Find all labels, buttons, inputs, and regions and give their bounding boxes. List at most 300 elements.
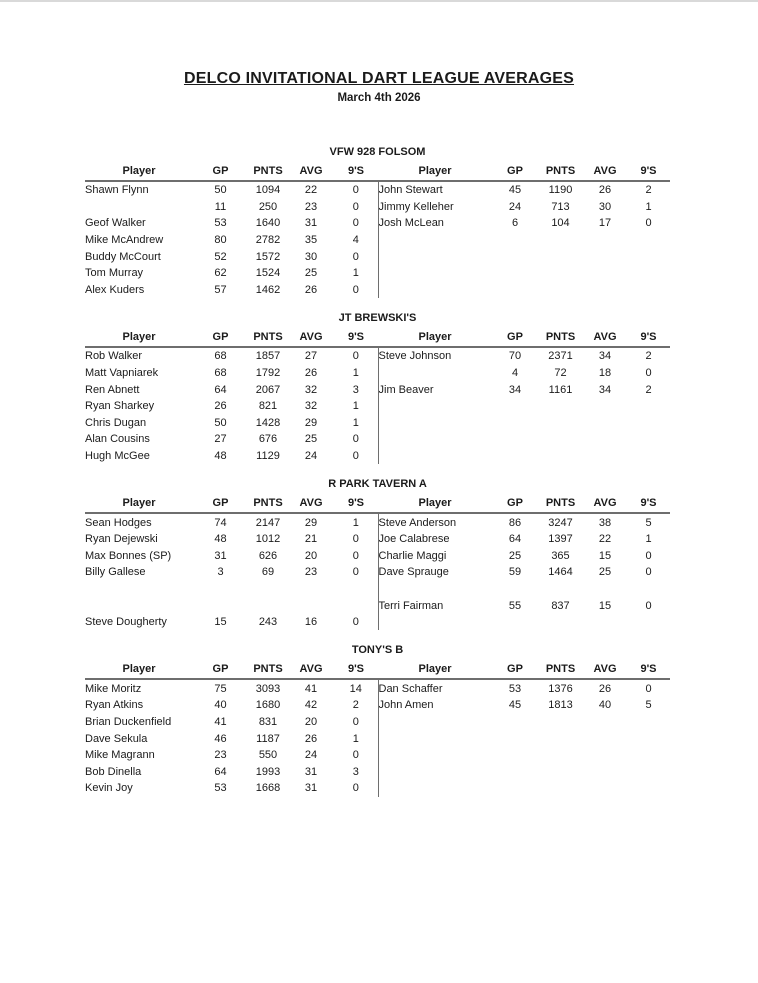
- stat-cell: 26: [598, 184, 612, 197]
- stat-cell: 1: [352, 367, 359, 380]
- stat-cell: 18: [598, 367, 612, 380]
- player-name-cell: Bob Dinella: [85, 765, 142, 778]
- table-row: [85, 581, 670, 598]
- player-name-cell: [85, 199, 193, 216]
- stat-cell: 5: [645, 516, 652, 529]
- stat-cell: [538, 763, 583, 780]
- stat-cell: 3: [352, 765, 359, 778]
- stat-cell: 20: [304, 549, 318, 562]
- stat-cell: [583, 282, 627, 299]
- player-name-cell: Joe Calabrese: [378, 531, 492, 548]
- player-name-cell: John Stewart: [378, 181, 492, 199]
- stat-cell: 3247: [548, 516, 573, 529]
- stat-cell: 24: [508, 200, 522, 213]
- stat-cell: 41: [214, 715, 227, 728]
- stat-cell: 59: [508, 566, 522, 579]
- table-row: [85, 232, 670, 249]
- stat-cell: [583, 232, 627, 249]
- table-row: [85, 780, 670, 797]
- stat-cell: 41: [304, 682, 318, 695]
- stat-cell: 5: [645, 699, 652, 712]
- stat-cell: 42: [304, 699, 318, 712]
- stat-cell: 15: [598, 549, 612, 562]
- stat-cell: 1428: [255, 416, 281, 429]
- stat-cell: [538, 714, 583, 731]
- stat-cell: 40: [214, 699, 227, 712]
- column-header-right-9s: 9'S: [627, 659, 670, 679]
- stat-cell: 53: [214, 217, 227, 230]
- stat-cell: 11: [214, 200, 227, 213]
- player-name-cell: Chris Dugan: [85, 416, 147, 429]
- stat-cell: 72: [554, 367, 567, 380]
- stat-cell: [627, 763, 670, 780]
- stat-cell: 1: [352, 732, 359, 745]
- player-name-cell: Mike Magrann: [85, 749, 155, 762]
- stat-cell: [583, 581, 627, 598]
- stat-cell: 0: [352, 549, 359, 562]
- stat-cell: 22: [598, 533, 612, 546]
- stat-cell: 14: [349, 682, 362, 695]
- stat-cell: [538, 398, 583, 415]
- stat-cell: 1792: [255, 367, 281, 380]
- stat-cell: 0: [645, 682, 652, 695]
- column-header-right-pnts: PNTS: [538, 493, 583, 513]
- stat-cell: 837: [551, 599, 570, 612]
- column-header-left-pnts: PNTS: [248, 659, 288, 679]
- stat-cell: 2371: [548, 350, 573, 363]
- player-name-cell: [378, 614, 492, 631]
- stat-cell: 64: [214, 765, 227, 778]
- table-row: [85, 381, 670, 398]
- table-row: [85, 415, 670, 432]
- table-row: [85, 763, 670, 780]
- player-name-cell: Alan Cousins: [85, 433, 150, 446]
- column-header-right-9s: 9'S: [627, 327, 670, 347]
- team-section-4: [85, 644, 670, 796]
- player-name-cell: [378, 265, 492, 282]
- column-header-left-player: Player: [85, 327, 193, 347]
- stat-cell: [248, 597, 288, 614]
- stat-cell: 1397: [548, 533, 573, 546]
- stat-cell: [583, 448, 627, 465]
- player-name-cell: [378, 763, 492, 780]
- stat-cell: 34: [508, 383, 522, 396]
- stat-cell: 2782: [255, 234, 281, 247]
- table-row: [85, 679, 670, 697]
- stat-cell: [583, 763, 627, 780]
- stat-cell: [627, 614, 670, 631]
- stat-cell: 6: [511, 217, 519, 230]
- player-name-cell: [378, 448, 492, 465]
- stat-cell: 0: [352, 217, 359, 230]
- header-row: [85, 493, 670, 513]
- stat-cell: [492, 730, 538, 747]
- column-header-left-gp: GP: [193, 161, 248, 181]
- column-header-left-gp: GP: [193, 493, 248, 513]
- column-header-left-9s: 9'S: [334, 659, 378, 679]
- sections-container: [85, 146, 670, 797]
- table-row: [85, 597, 670, 614]
- player-name-cell: Tom Murray: [85, 267, 144, 280]
- averages-table: [85, 659, 670, 796]
- stat-cell: 0: [352, 200, 359, 213]
- stat-cell: [492, 431, 538, 448]
- stat-cell: [492, 248, 538, 265]
- player-name-cell: Charlie Maggi: [378, 548, 492, 565]
- stat-cell: 250: [258, 200, 278, 213]
- table-row: [85, 614, 670, 631]
- stat-cell: [538, 581, 583, 598]
- stat-cell: 1640: [255, 217, 281, 230]
- column-header-right-9s: 9'S: [627, 161, 670, 181]
- stat-cell: 25: [304, 267, 318, 280]
- stat-cell: 2: [645, 184, 652, 197]
- player-name-cell: Hugh McGee: [85, 450, 150, 463]
- table-row: [85, 730, 670, 747]
- stat-cell: 1857: [255, 350, 281, 363]
- player-name-cell: [378, 780, 492, 797]
- column-header-left-pnts: PNTS: [248, 327, 288, 347]
- stat-cell: 27: [214, 433, 227, 446]
- stat-cell: 0: [352, 350, 359, 363]
- team-name: JT BREWSKI'S: [338, 312, 417, 325]
- stat-cell: 24: [304, 749, 318, 762]
- player-name-cell: [378, 714, 492, 731]
- stat-cell: 26: [304, 732, 318, 745]
- stat-cell: [627, 248, 670, 265]
- stat-cell: 2: [352, 699, 359, 712]
- player-name-cell: [378, 365, 492, 382]
- stat-cell: [583, 747, 627, 764]
- stat-cell: 3: [352, 383, 359, 396]
- column-header-right-player: Player: [378, 659, 492, 679]
- stat-cell: 68: [214, 367, 227, 380]
- stat-cell: 0: [645, 566, 652, 579]
- stat-cell: [492, 581, 538, 598]
- player-name-cell: Steve Dougherty: [85, 616, 167, 629]
- stat-cell: [538, 780, 583, 797]
- page-date: March 4th 2026: [337, 92, 421, 104]
- player-name-cell: Jim Beaver: [378, 381, 492, 398]
- stat-cell: 34: [598, 383, 612, 396]
- stat-cell: 22: [304, 184, 318, 197]
- stat-cell: 0: [352, 782, 359, 795]
- stat-cell: 0: [352, 450, 359, 463]
- stat-cell: 1187: [256, 732, 280, 745]
- stat-cell: 31: [304, 782, 318, 795]
- stat-cell: [538, 248, 583, 265]
- column-header-right-player: Player: [378, 327, 492, 347]
- stat-cell: 0: [645, 367, 652, 380]
- player-name-cell: Max Bonnes (SP): [85, 549, 172, 562]
- stat-cell: 0: [352, 250, 359, 263]
- stat-cell: 29: [304, 516, 318, 529]
- stat-cell: 17: [598, 217, 612, 230]
- stat-cell: 1012: [255, 533, 281, 546]
- stat-cell: 32: [304, 383, 318, 396]
- stat-cell: 1: [352, 516, 359, 529]
- stat-cell: 15: [598, 599, 612, 612]
- column-header-left-avg: AVG: [288, 161, 334, 181]
- player-name-cell: Dave Sprauge: [378, 564, 492, 581]
- stat-cell: 53: [214, 782, 227, 795]
- column-header-right-gp: GP: [492, 659, 538, 679]
- stat-cell: 26: [598, 682, 612, 695]
- team-name: R PARK TAVERN A: [328, 478, 427, 491]
- player-name-cell: Matt Vapniarek: [85, 367, 159, 380]
- stat-cell: 46: [214, 732, 227, 745]
- stat-cell: 1464: [548, 566, 573, 579]
- player-name-cell: [378, 415, 492, 432]
- stat-cell: [288, 597, 334, 614]
- team-section-1: [85, 146, 670, 298]
- player-name-cell: Dan Schaffer: [378, 679, 492, 697]
- stat-cell: 23: [304, 566, 318, 579]
- player-name-cell: [378, 431, 492, 448]
- stat-cell: 2067: [255, 383, 281, 396]
- stat-cell: 3093: [255, 682, 281, 695]
- stat-cell: 16: [304, 616, 318, 629]
- stat-cell: 0: [352, 566, 359, 579]
- table-row: [85, 215, 670, 232]
- column-header-left-gp: GP: [193, 327, 248, 347]
- player-name-cell: Josh McLean: [378, 215, 492, 232]
- stat-cell: 365: [551, 549, 570, 562]
- stat-cell: 1993: [255, 765, 281, 778]
- stat-cell: 1524: [255, 267, 281, 280]
- table-row: [85, 531, 670, 548]
- stat-cell: 26: [214, 400, 227, 413]
- column-header-left-avg: AVG: [288, 493, 334, 513]
- stat-cell: 30: [304, 250, 318, 263]
- stat-cell: 1813: [548, 699, 573, 712]
- stat-cell: [627, 265, 670, 282]
- stat-cell: 1572: [255, 250, 281, 263]
- column-header-left-9s: 9'S: [334, 161, 378, 181]
- column-header-right-gp: GP: [492, 493, 538, 513]
- stat-cell: 1: [352, 416, 359, 429]
- stat-cell: 21: [304, 533, 318, 546]
- header-row: [85, 327, 670, 347]
- stat-cell: [627, 282, 670, 299]
- stat-cell: 27: [304, 350, 318, 363]
- stat-cell: 25: [508, 549, 522, 562]
- page-top-edge: [0, 0, 758, 2]
- column-header-left-pnts: PNTS: [248, 493, 288, 513]
- stat-cell: 0: [352, 283, 359, 296]
- player-name-cell: Kevin Joy: [85, 782, 133, 795]
- column-header-left-pnts: PNTS: [248, 161, 288, 181]
- column-header-left-gp: GP: [193, 659, 248, 679]
- stat-cell: 31: [304, 217, 318, 230]
- stat-cell: 821: [258, 400, 278, 413]
- table-row: [85, 513, 670, 531]
- column-header-right-9s: 9'S: [627, 493, 670, 513]
- column-header-right-avg: AVG: [583, 493, 627, 513]
- stat-cell: 29: [304, 416, 318, 429]
- stat-cell: [627, 398, 670, 415]
- stat-cell: [627, 448, 670, 465]
- player-name-cell: Jimmy Kelleher: [378, 199, 492, 216]
- stat-cell: 26: [304, 367, 318, 380]
- stat-cell: 0: [352, 433, 359, 446]
- stat-cell: [538, 448, 583, 465]
- stat-cell: 0: [352, 533, 359, 546]
- column-header-left-player: Player: [85, 493, 193, 513]
- column-header-left-9s: 9'S: [334, 327, 378, 347]
- stat-cell: 40: [598, 699, 612, 712]
- stat-cell: 2147: [255, 516, 281, 529]
- stat-cell: [583, 614, 627, 631]
- stat-cell: 15: [214, 616, 227, 629]
- player-name-cell: Billy Gallese: [85, 566, 146, 579]
- column-header-left-avg: AVG: [288, 659, 334, 679]
- stat-cell: [492, 448, 538, 465]
- averages-table: [85, 493, 670, 630]
- stat-cell: [492, 282, 538, 299]
- stat-cell: 831: [258, 715, 278, 728]
- table-row: [85, 199, 670, 216]
- player-name-cell: [378, 282, 492, 299]
- column-header-right-pnts: PNTS: [538, 659, 583, 679]
- stat-cell: 68: [214, 350, 227, 363]
- team-section-3: [85, 478, 670, 630]
- stat-cell: 626: [258, 549, 278, 562]
- stat-cell: [627, 780, 670, 797]
- stat-cell: 53: [508, 682, 522, 695]
- player-name-cell: Brian Duckenfield: [85, 715, 172, 728]
- player-name-cell: John Amen: [378, 697, 492, 714]
- player-name-cell: Ryan Sharkey: [85, 400, 155, 413]
- stat-cell: 55: [508, 599, 522, 612]
- stat-cell: 104: [551, 217, 570, 230]
- stat-cell: 1680: [255, 699, 281, 712]
- stat-cell: 45: [508, 184, 522, 197]
- player-name-cell: Mike Moritz: [85, 682, 142, 695]
- team-name: VFW 928 FOLSOM: [329, 146, 426, 158]
- player-name-cell: [378, 248, 492, 265]
- stat-cell: 64: [214, 383, 227, 396]
- stat-cell: 34: [598, 350, 612, 363]
- stat-cell: 26: [304, 283, 318, 296]
- stat-cell: 0: [352, 616, 359, 629]
- table-row: [85, 282, 670, 299]
- stat-cell: 25: [304, 433, 318, 446]
- stat-cell: 24: [304, 450, 318, 463]
- stat-cell: [492, 763, 538, 780]
- stat-cell: 243: [258, 616, 278, 629]
- stat-cell: 1161: [548, 383, 573, 396]
- stat-cell: 713: [551, 200, 570, 213]
- stat-cell: [492, 398, 538, 415]
- stat-cell: 4: [511, 367, 519, 380]
- player-name-cell: [378, 730, 492, 747]
- stat-cell: 1: [645, 533, 652, 546]
- stat-cell: 30: [598, 200, 612, 213]
- stat-cell: 32: [304, 400, 318, 413]
- stat-cell: [492, 415, 538, 432]
- header-row: [85, 659, 670, 679]
- table-row: [85, 448, 670, 465]
- player-name-cell: [378, 398, 492, 415]
- stat-cell: 20: [304, 715, 318, 728]
- stat-cell: [193, 597, 248, 614]
- table-row: [85, 548, 670, 565]
- stat-cell: 70: [508, 350, 522, 363]
- table-row: [85, 248, 670, 265]
- stat-cell: 1: [352, 400, 359, 413]
- stat-cell: 0: [352, 715, 359, 728]
- column-header-left-player: Player: [85, 659, 193, 679]
- column-header-left-player: Player: [85, 161, 193, 181]
- stat-cell: [538, 614, 583, 631]
- stat-cell: [288, 581, 334, 598]
- column-header-right-pnts: PNTS: [538, 327, 583, 347]
- table-row: [85, 564, 670, 581]
- stat-cell: 64: [508, 533, 522, 546]
- stat-cell: [492, 714, 538, 731]
- table-row: [85, 365, 670, 382]
- stat-cell: [492, 780, 538, 797]
- stat-cell: 23: [304, 200, 318, 213]
- column-header-right-avg: AVG: [583, 327, 627, 347]
- averages-table: [85, 327, 670, 464]
- stat-cell: [492, 747, 538, 764]
- stat-cell: [627, 747, 670, 764]
- column-header-left-9s: 9'S: [334, 493, 378, 513]
- stat-cell: 3: [217, 566, 224, 579]
- stat-cell: [538, 265, 583, 282]
- stat-cell: [248, 581, 288, 598]
- table-row: [85, 181, 670, 199]
- stat-cell: 50: [214, 416, 227, 429]
- stat-cell: [583, 415, 627, 432]
- column-header-right-player: Player: [378, 493, 492, 513]
- stat-cell: 75: [214, 682, 227, 695]
- stat-cell: 86: [508, 516, 522, 529]
- header-row: [85, 161, 670, 181]
- stat-cell: [583, 398, 627, 415]
- stat-cell: [538, 431, 583, 448]
- stat-cell: 69: [261, 566, 275, 579]
- stat-cell: 57: [214, 283, 227, 296]
- stat-cell: 23: [214, 749, 227, 762]
- column-header-right-gp: GP: [492, 327, 538, 347]
- stat-cell: 1462: [255, 283, 281, 296]
- stat-cell: 0: [645, 599, 652, 612]
- player-name-cell: Mike McAndrew: [85, 234, 164, 247]
- team-name: TONY'S B: [351, 644, 404, 657]
- stat-cell: [538, 415, 583, 432]
- stat-cell: 1190: [548, 184, 573, 197]
- page-title: DELCO INVITATIONAL DART LEAGUE AVERAGES: [183, 70, 575, 87]
- stat-cell: [627, 581, 670, 598]
- stat-cell: [583, 730, 627, 747]
- stat-cell: 1129: [256, 450, 280, 463]
- table-row: [85, 347, 670, 365]
- stat-cell: [583, 265, 627, 282]
- player-name-cell: Steve Anderson: [378, 513, 492, 531]
- table-row: [85, 265, 670, 282]
- player-name-cell: Ryan Atkins: [85, 699, 144, 712]
- player-name-cell: Steve Johnson: [378, 347, 492, 365]
- averages-table: [85, 161, 670, 298]
- stat-cell: 0: [645, 549, 652, 562]
- player-name-cell: [378, 581, 492, 598]
- stat-cell: 1: [645, 200, 652, 213]
- stat-cell: 1: [352, 267, 359, 280]
- player-name-cell: [85, 581, 193, 598]
